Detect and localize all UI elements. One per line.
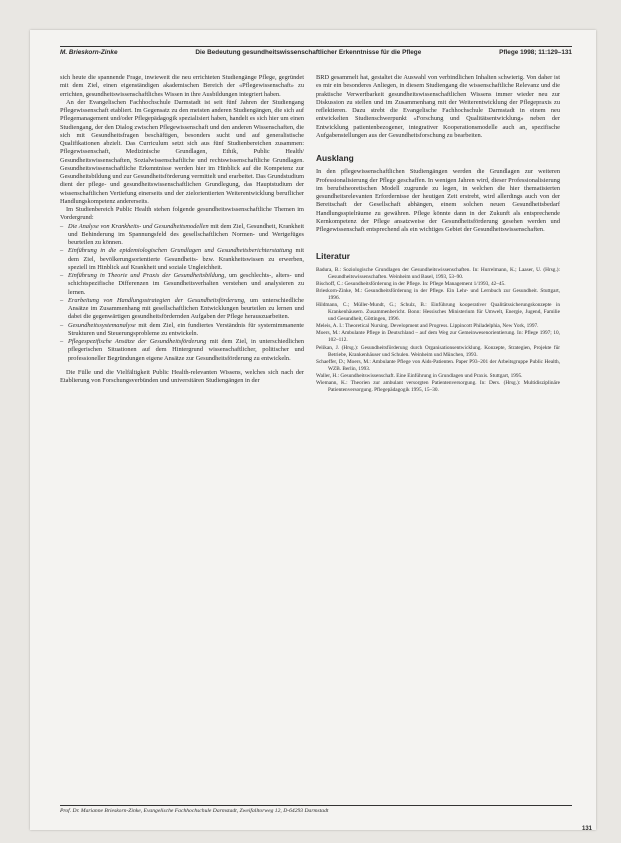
list-item-text: mit dem Ziel, in unterschiedlichen pflegerischen Situationen auf dem Hintergrund wissenschaftlicher, politischer und professioneller Begründungen eigene Ansätze zur Gesundheitsförderung zu entwickeln. xyxy=(68,338,304,362)
reference-list xyxy=(316,267,560,395)
reference-item: Badura, B.: Soziologische Grundlagen der Gesundheitswissenschaften. In: Hurrelmann, K.; Laaser, U. (Hrsg.): Gesundheitswissenschaften. Weinheim und Basel, 1993, 53–90. xyxy=(316,266,560,280)
list-item-term: Pflegespezifische Ansätze der Gesundheitsförderung xyxy=(68,338,207,345)
reference-item: Moers, M.: Ambulante Pflege in Deutschland – auf dem Weg zur Gemeinwesenorientierung. In: Pflege 1997; 10, 102–112. xyxy=(316,330,560,344)
topic-list xyxy=(60,223,304,363)
running-header xyxy=(60,46,572,56)
paragraph: sich heute die spannende Frage, inwieweit die neu errichteten Studiengänge Pflege, gegründet mit dem Ziel, einen eigenständigen akademischen Bereich der «Pflegewissenschaft» zu errichten, gesundheitswissenschaftliches Wissen in ihre Ausbildungen integriert haben. xyxy=(60,74,304,98)
list-item xyxy=(68,338,304,363)
section-heading-ausklang: Ausklang xyxy=(316,153,354,163)
list-item xyxy=(68,223,304,248)
list-item xyxy=(68,322,304,339)
section-heading-literatur: Literatur xyxy=(316,251,350,262)
author-address-footer: Prof. Dr. Marianne Brieskorn-Zinke, Evangelische Fachhochschule Darmstadt, Zweifalltorweg 12, D-64293 Darmstadt xyxy=(60,805,572,814)
list-item xyxy=(68,247,304,272)
reference-item: Brieskorn-Zinke, M.: Gesundheitsförderung in der Pflege. Ein Lehr- und Lernbuch zur Gesundheit. Stuttgart, 1996. xyxy=(316,287,560,301)
list-item-term: Einführung in die epidemiologischen Grundlagen und Gesundheitsberichterstattung xyxy=(68,247,293,255)
reference-item: Schaeffer, D.; Moers, M.: Ambulante Pflege von Aids-Patienten. Paper P93–201 der Arbeitsgruppe Public Health, WZB. Berlin, 1993. xyxy=(316,358,560,372)
reference-item: Hildmann, C.; Müller-Mundt, G.; Schulz, B.: Einführung kooperativer Qualitätssicherungskonzepte in Krankenhäusern. Zusammenbericht. Bonn: Hessisches Ministerium für Umwelt, Energie, Jugend, Familie und Gesundheit, Göttingen, 1996. xyxy=(316,301,560,323)
header-author: M. Brieskorn-Zinke xyxy=(60,49,118,56)
right-column xyxy=(316,74,560,394)
left-column xyxy=(60,74,304,385)
paragraph: An der Evangelischen Fachhochschule Darmstadt ist seit fünf Jahren der Studiengang Pflegewissenschaft etabliert. Im Gegensatz zu den meisten anderen Studiengängen, die sich auf Pflegemanagement und/oder Pflegepädagogik spezialisiert haben, handelt es sich hier um einen Studiengang, der den Dialog zwischen Pflegewissenschaft und den anderen Wissenschaften, die sich mit Gesundheitsfragen beschäftigen, besonders sucht und auf generalistische Qualifikationen abzielt. Das Curriculum setzt sich aus fünf Studienbereichen zusammen: Pflegewissenschaft, Medizinische Grundlagen, Ethik, Public Health/ Gesundheitswissenschaften, Sozialwissenschaftliche und rechtswissenschaftliche Grundlagen. Gesundheitswissenschaftliche Erkenntnisse werden hier im Hinblick auf die Kompetenz zur Gesundheitsbildung und zur Gesundheitsförderung vermittelt und erarbeitet. Das Grundstudium dient der pflege- und gesundheitswissenschaftlichen Grundlegung, das Hauptstudium der wissenschaftlichen Vertiefung einerseits und der zielorientierten Weiterentwicklung beruflicher Handlungskompetenz andererseits. xyxy=(60,98,304,205)
page-number: 131 xyxy=(581,826,592,832)
list-item-term: Einführung in Theorie und Praxis der Gesundheitsbildung, xyxy=(68,272,226,279)
list-item-text: mit dem Ziel, Gesundheit, Krankheit und Behinderung im Spannungsfeld des gesellschaftlichen Normen- und Wertgefüges beurteilen zu können. xyxy=(68,222,304,246)
paragraph: Die Fülle und die Vielfältigkeit Public Health-relevanten Wissens, welches sich nach der Etablierung von Forschungsverbünden und universitären Studiengängen in der xyxy=(60,368,304,384)
list-item xyxy=(68,272,304,297)
reference-item: Bischoff, C.: Gesundheitsförderung in der Pflege. In: Pflege Management 1/1993, 42–45. xyxy=(316,280,506,287)
list-item-text: mit dem Ziel, ein fundiertes Verständnis für systemimmanente Strukturen und Steuerungsprobleme zu entwickeln. xyxy=(68,321,304,337)
reference-item: Waller, H.: Gesundheitswissenschaft. Eine Einführung in Grundlagen und Praxis. Stuttgart, 1995. xyxy=(316,372,523,379)
reference-item: Meleis, A. I.: Theoretical Nursing. Development and Progress. Lippincott Philadelphia, New York, 1997. xyxy=(316,323,539,330)
list-item-text: um unterschiedliche Ansätze im Zusammenhang mit gesellschaftlichen Entwicklungen beurteilen zu lernen und dabei die gegenwärtigen gesundheitsfördernden Aufgaben der Pflege herauszuarbeiten. xyxy=(68,296,304,321)
list-item-text: um geschlechts-, alters- und schichtspezifische Differenzen im Gesundheitsverhalten verstehen und analysieren zu lernen. xyxy=(68,272,304,296)
list-item-term: Gesundheitssystemanalyse xyxy=(68,321,136,329)
list-item-term: Erarbeitung von Handlungsstrategien der Gesundheitsförderung, xyxy=(68,296,246,304)
header-title: Die Bedeutung gesundheitswissenschaftlicher Erkenntnisse für die Pflege xyxy=(195,49,422,56)
paragraph: BRD gesammelt hat, gestaltet die Auswahl von verbindlichen Inhalten schwierig. Von daher ist es mir ein besonderes Anliegen, in diesem Studiengang die wissenschaftliche Relevanz und die praktische Verwertbarkeit gesundheitswissenschaftlichen Wissens immer wieder neu zur Diskussion zu stellen und im Zusammenhang mit der Weiterentwicklung der Pflegepraxis zu reflektieren. Dazu strebt die Evangelische Fachhochschule Darmstadt in einem neu entwickelten Studienschwerpunkt «Forschung und Qualitätsentwicklung» neben der Entwicklung patientenbezogener, integrativer Kooperationsmodelle auch an, spezifische Aufgabenstellungen aus der Gesundheitsforschung zu bearbeiten. xyxy=(316,74,560,139)
paragraph: Im Studienbereich Public Health stehen folgende gesundheitswissenschaftliche Themen im Vordergrund: xyxy=(60,206,304,222)
header-journal: Pflege 1998; 11:129–131 xyxy=(499,49,572,56)
list-item-text: mit dem Ziel, bevölkerungsorientierte Gesundheits- bzw. Krankheitswissen zu erwerben, speziell im Hinblick auf Krankheit und soziale Ungleichheit. xyxy=(68,247,305,271)
document-page xyxy=(30,30,596,830)
reference-item: Pelikan, J. (Hrsg.): Gesundheitsförderung durch Organisationsentwicklung. Konzepte, Strategien, Projekte für Betriebe, Krankenhäuser und Schulen. Weinheim und München, 1993. xyxy=(316,344,560,358)
list-item-term: Die Analyse von Krankheits- und Gesundheitsmodellen xyxy=(68,222,209,230)
paragraph: In den pflegewissenschaftlichen Studiengängen werden die Grundlagen zur weiteren Professionalisierung der Pflege geschaffen. In wenigen Jahren wird, dieser Professionalisierung im berufstheoretischen Modell zugrunde zu legen, in welchen die hier thematisierten gesundheitsrelevanten Erfordernisse der heutigen Zeit erstrebt, wird allerdings auch von der Bereitschaft der Gesellschaft abhängen, einem solchen neuen Gesundheitsbedarf Handlungsspielräume zu gewähren. Pflege könnte dann in der Zukunft als entsprechende Kernkompetenz der Pflege ansatzweise der Gesundheitsförderung gesehen werden und Pflegewissenschaft entsprechend als ein wichtiges Gebiet der Gesundheitswissenschaften. xyxy=(316,168,560,233)
list-item xyxy=(68,297,304,322)
reference-item: Wiemann, K.: Theorien zur ambulant versorgten Patientenversorgung. In: Ders. (Hrsg.): Multidisziplinäre Patientenversorgung. Pflegepädagogik 1995, 15–30. xyxy=(316,380,560,394)
